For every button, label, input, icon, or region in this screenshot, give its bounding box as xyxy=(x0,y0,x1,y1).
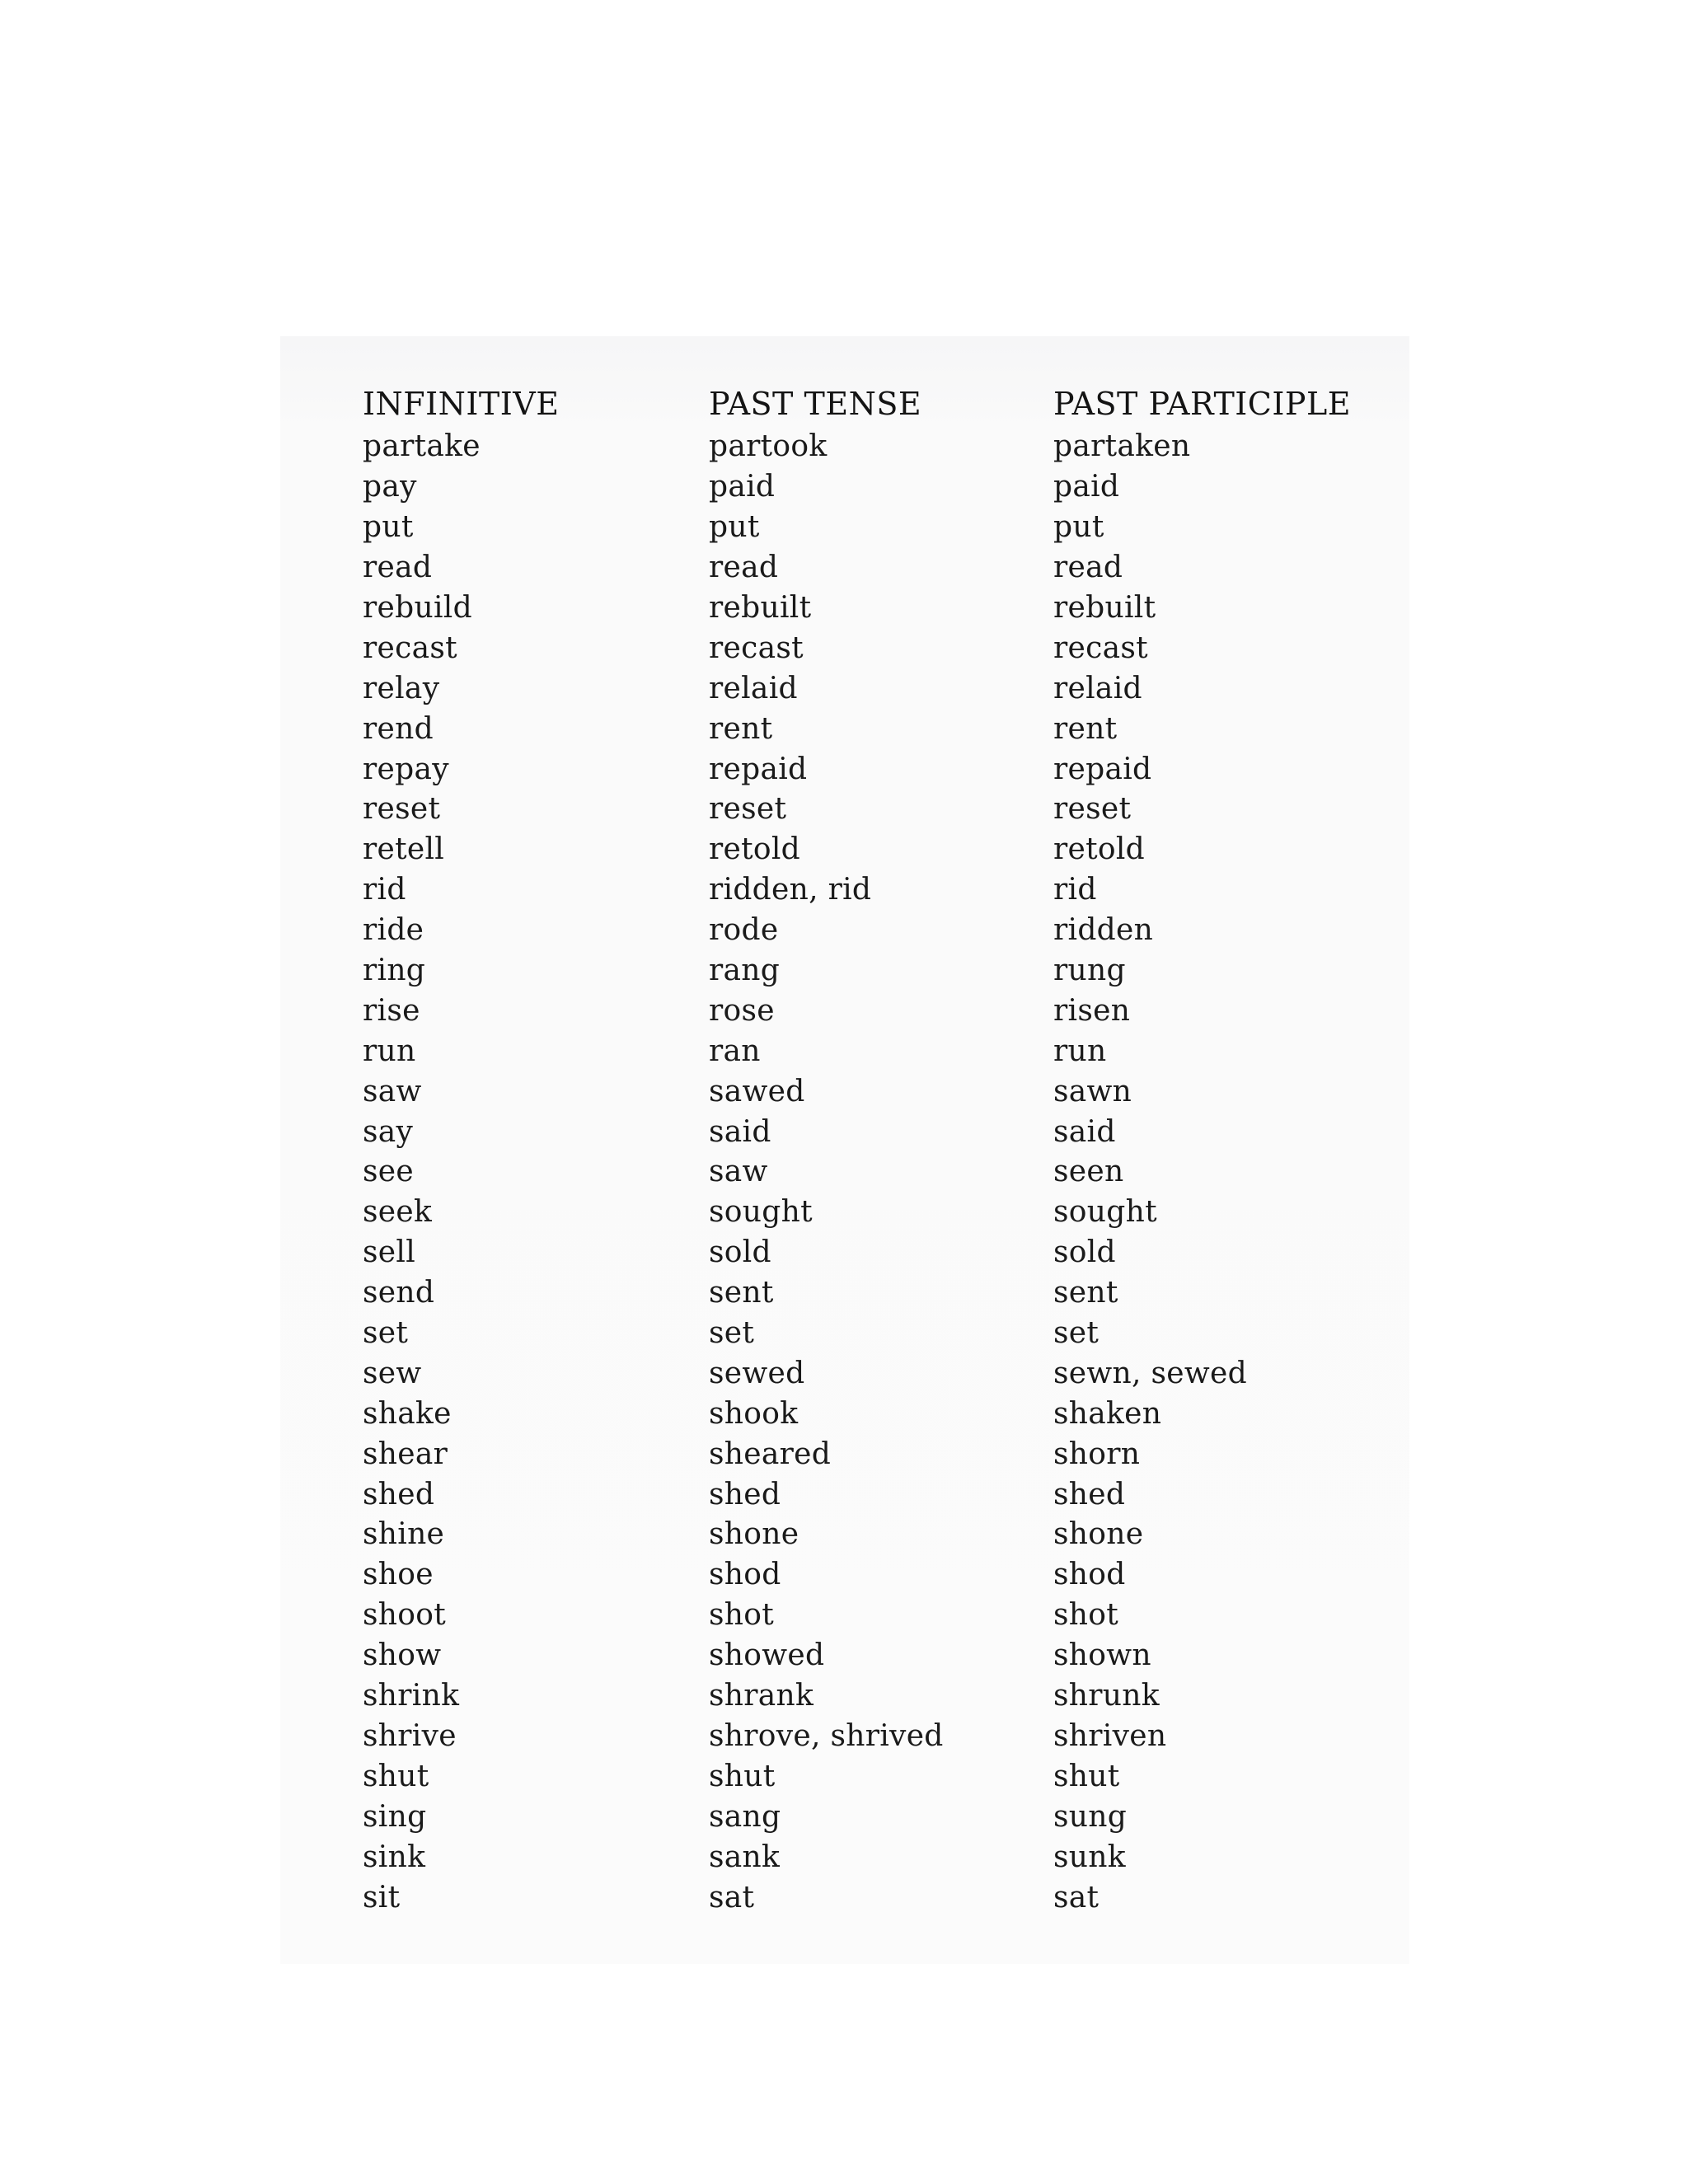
table-row xyxy=(363,1273,1385,1314)
past-tense-cell: sought xyxy=(709,1195,813,1230)
infinitive-cell: sink xyxy=(363,1840,426,1874)
table-row xyxy=(363,1756,1385,1797)
infinitive-cell: say xyxy=(363,1114,414,1149)
table-row xyxy=(363,588,1385,629)
past-tense-cell: showed xyxy=(709,1638,825,1673)
past-participle-cell: shrunk xyxy=(1053,1679,1160,1713)
infinitive-cell: relay xyxy=(363,671,440,705)
table-body xyxy=(363,427,1385,1918)
table-row xyxy=(363,1434,1385,1474)
past-tense-cell: reset xyxy=(709,792,787,827)
past-participle-cell: sawn xyxy=(1053,1074,1132,1108)
past-participle-cell: shod xyxy=(1053,1558,1126,1592)
infinitive-cell: recast xyxy=(363,630,457,665)
table-header-row xyxy=(363,381,1385,427)
table-row xyxy=(363,1837,1385,1877)
past-participle-cell: shot xyxy=(1053,1598,1119,1633)
table-row xyxy=(363,1596,1385,1636)
past-tense-cell: relaid xyxy=(709,671,798,705)
table-row xyxy=(363,1112,1385,1152)
past-tense-cell: shrove, shrived xyxy=(709,1718,944,1753)
past-tense-cell: set xyxy=(709,1316,755,1351)
table-row xyxy=(363,1676,1385,1717)
table-row xyxy=(363,1474,1385,1515)
past-participle-cell: rent xyxy=(1053,711,1118,746)
past-tense-cell: rode xyxy=(709,913,779,948)
infinitive-cell: partake xyxy=(363,429,481,464)
past-tense-cell: sawed xyxy=(709,1074,805,1108)
table-row xyxy=(363,1797,1385,1837)
past-tense-cell: sang xyxy=(709,1799,781,1834)
infinitive-cell: put xyxy=(363,510,414,545)
past-tense-cell: said xyxy=(709,1114,771,1149)
infinitive-cell: show xyxy=(363,1638,442,1673)
past-tense-cell: sewed xyxy=(709,1356,805,1390)
infinitive-cell: shut xyxy=(363,1759,429,1793)
table-row xyxy=(363,1394,1385,1434)
past-participle-cell: said xyxy=(1053,1114,1116,1149)
past-tense-cell: saw xyxy=(709,1155,768,1189)
past-tense-cell: shed xyxy=(709,1477,781,1511)
table-row xyxy=(363,830,1385,870)
infinitive-cell: sew xyxy=(363,1356,422,1390)
table-row xyxy=(363,1152,1385,1193)
infinitive-cell: seek xyxy=(363,1195,433,1230)
infinitive-cell: rebuild xyxy=(363,591,472,625)
past-participle-cell: retold xyxy=(1053,832,1146,867)
past-tense-cell: sheared xyxy=(709,1436,832,1471)
past-participle-cell: risen xyxy=(1053,993,1131,1028)
table-row xyxy=(363,1515,1385,1555)
past-participle-cell: set xyxy=(1053,1316,1100,1351)
infinitive-cell: see xyxy=(363,1155,414,1189)
past-tense-cell: sent xyxy=(709,1276,774,1310)
past-tense-cell: put xyxy=(709,510,760,545)
past-participle-cell: shaken xyxy=(1053,1396,1162,1431)
past-tense-cell: rose xyxy=(709,993,775,1028)
past-tense-cell: shut xyxy=(709,1759,776,1793)
past-participle-cell: repaid xyxy=(1053,752,1152,786)
table-row xyxy=(363,1636,1385,1676)
past-tense-cell: shone xyxy=(709,1517,799,1552)
past-participle-cell: shriven xyxy=(1053,1718,1167,1753)
table-row xyxy=(363,870,1385,911)
infinitive-cell: send xyxy=(363,1276,435,1310)
past-participle-cell: seen xyxy=(1053,1155,1124,1189)
infinitive-cell: shed xyxy=(363,1477,435,1511)
table-row xyxy=(363,1193,1385,1233)
table-row xyxy=(363,749,1385,790)
table-row xyxy=(363,1717,1385,1757)
past-participle-cell: put xyxy=(1053,510,1104,545)
infinitive-cell: shrink xyxy=(363,1679,460,1713)
table-row xyxy=(363,1353,1385,1394)
table-row xyxy=(363,508,1385,548)
infinitive-cell: shoe xyxy=(363,1558,434,1592)
past-participle-cell: sung xyxy=(1053,1799,1128,1834)
past-participle-cell: read xyxy=(1053,551,1123,585)
infinitive-cell: sit xyxy=(363,1880,401,1915)
past-tense-cell: shod xyxy=(709,1558,781,1592)
table-row xyxy=(363,1314,1385,1354)
infinitive-cell: rise xyxy=(363,993,420,1028)
past-participle-cell: sought xyxy=(1053,1195,1157,1230)
past-tense-cell: rang xyxy=(709,954,781,988)
past-participle-cell: sunk xyxy=(1053,1840,1126,1874)
infinitive-cell: rid xyxy=(363,873,406,907)
past-participle-cell: sent xyxy=(1053,1276,1118,1310)
past-tense-cell: shot xyxy=(709,1598,775,1633)
past-participle-cell: recast xyxy=(1053,630,1148,665)
past-participle-cell: partaken xyxy=(1053,429,1191,464)
past-tense-cell: rent xyxy=(709,711,773,746)
infinitive-cell: read xyxy=(363,551,433,585)
table-row xyxy=(363,1555,1385,1596)
table-row xyxy=(363,628,1385,668)
past-tense-cell: sat xyxy=(709,1880,755,1915)
past-tense-cell: recast xyxy=(709,630,804,665)
infinitive-cell: shear xyxy=(363,1436,448,1471)
header-past-tense: PAST TENSE xyxy=(709,386,922,422)
table-row xyxy=(363,668,1385,709)
table-row xyxy=(363,991,1385,1031)
past-tense-cell: retold xyxy=(709,832,801,867)
past-participle-cell: rebuilt xyxy=(1053,591,1156,625)
past-tense-cell: partook xyxy=(709,429,828,464)
past-tense-cell: shrank xyxy=(709,1679,814,1713)
infinitive-cell: saw xyxy=(363,1074,422,1108)
past-participle-cell: paid xyxy=(1053,470,1120,504)
past-participle-cell: sewn, sewed xyxy=(1053,1356,1247,1390)
past-tense-cell: paid xyxy=(709,470,776,504)
table-row xyxy=(363,1877,1385,1918)
past-tense-cell: sank xyxy=(709,1840,781,1874)
past-participle-cell: run xyxy=(1053,1033,1107,1068)
infinitive-cell: ride xyxy=(363,913,424,948)
infinitive-cell: shine xyxy=(363,1517,445,1552)
infinitive-cell: shrive xyxy=(363,1718,457,1753)
table-row xyxy=(363,709,1385,749)
past-tense-cell: sold xyxy=(709,1235,771,1270)
past-participle-cell: reset xyxy=(1053,792,1132,827)
past-participle-cell: shorn xyxy=(1053,1436,1141,1471)
table-row xyxy=(363,548,1385,588)
infinitive-cell: retell xyxy=(363,832,445,867)
past-participle-cell: relaid xyxy=(1053,671,1142,705)
past-participle-cell: sat xyxy=(1053,1880,1100,1915)
past-tense-cell: read xyxy=(709,551,779,585)
table-row xyxy=(363,911,1385,951)
past-tense-cell: ridden, rid xyxy=(709,873,872,907)
past-tense-cell: rebuilt xyxy=(709,591,812,625)
past-tense-cell: shook xyxy=(709,1396,799,1431)
infinitive-cell: pay xyxy=(363,470,417,504)
table-row xyxy=(363,1071,1385,1112)
table-row xyxy=(363,1031,1385,1071)
table-row xyxy=(363,467,1385,508)
past-tense-cell: repaid xyxy=(709,752,808,786)
table-row xyxy=(363,790,1385,830)
infinitive-cell: sing xyxy=(363,1799,427,1834)
table-row xyxy=(363,1233,1385,1273)
past-participle-cell: sold xyxy=(1053,1235,1116,1270)
past-participle-cell: shone xyxy=(1053,1517,1144,1552)
irregular-verb-table xyxy=(363,381,1385,1918)
header-infinitive: INFINITIVE xyxy=(363,386,560,422)
table-row xyxy=(363,951,1385,991)
infinitive-cell: ring xyxy=(363,954,426,988)
past-participle-cell: shown xyxy=(1053,1638,1151,1673)
header-past-participle: PAST PARTICIPLE xyxy=(1053,386,1351,422)
infinitive-cell: shoot xyxy=(363,1598,446,1633)
past-tense-cell: ran xyxy=(709,1033,761,1068)
infinitive-cell: rend xyxy=(363,711,434,746)
infinitive-cell: set xyxy=(363,1316,409,1351)
past-participle-cell: rid xyxy=(1053,873,1097,907)
table-row xyxy=(363,427,1385,467)
past-participle-cell: ridden xyxy=(1053,913,1154,948)
infinitive-cell: run xyxy=(363,1033,416,1068)
past-participle-cell: rung xyxy=(1053,954,1126,988)
infinitive-cell: reset xyxy=(363,792,441,827)
past-participle-cell: shed xyxy=(1053,1477,1126,1511)
infinitive-cell: repay xyxy=(363,752,449,786)
infinitive-cell: sell xyxy=(363,1235,416,1270)
infinitive-cell: shake xyxy=(363,1396,452,1431)
past-participle-cell: shut xyxy=(1053,1759,1120,1793)
